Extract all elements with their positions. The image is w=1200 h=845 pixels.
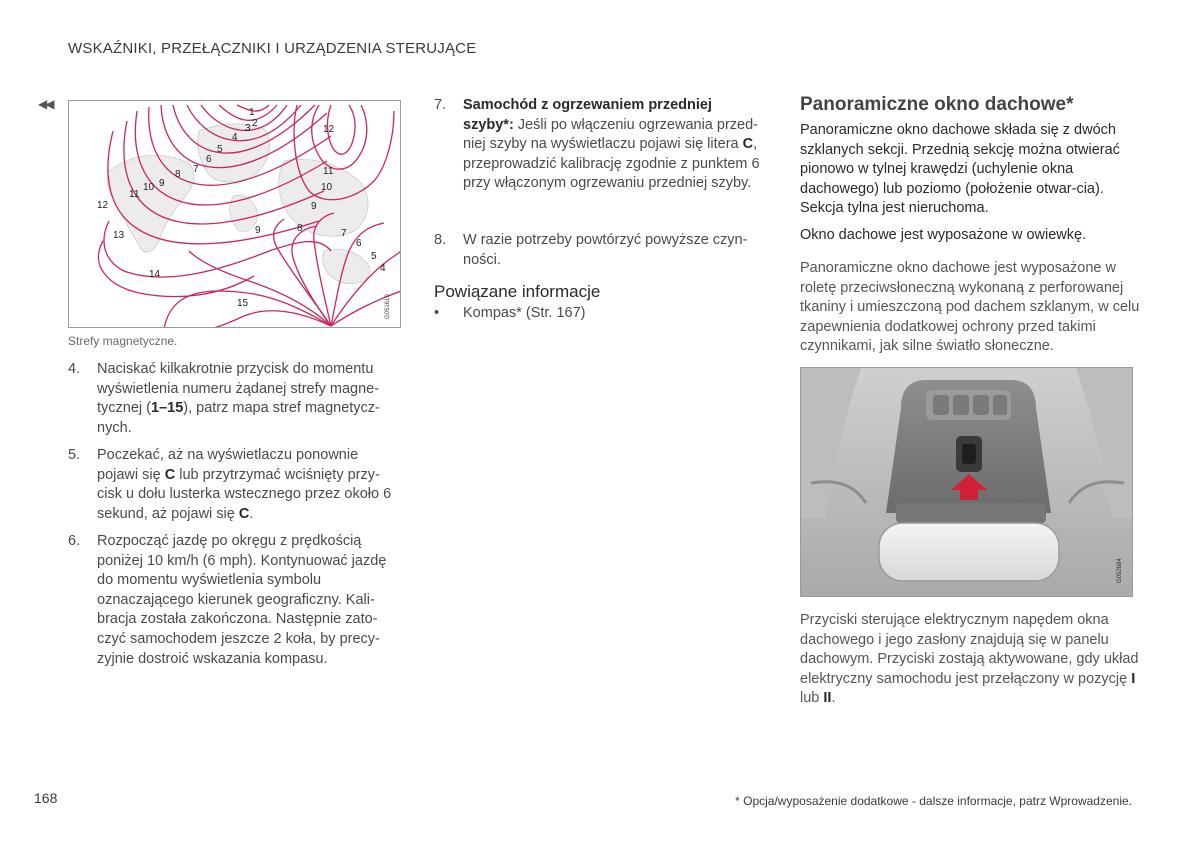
step-text: lub przytrzymać wciśnięty przy-cisk u dołu lusterka wstecznego przez około 6 sekund, aż pojawi się: [97, 466, 392, 522]
zone-range: 1–15: [151, 400, 184, 417]
page-header-title: WSKAŹNIKI, PRZEŁĄCZNIKI I URZĄDZENIA STERUJĄCE: [68, 40, 477, 57]
letter-c: C: [238, 505, 250, 522]
step-number: 4.: [68, 361, 81, 377]
zone-label: 9: [159, 178, 165, 189]
step-text: W razie potrzeby powtórzyć powyższe czyn-ności.: [463, 232, 748, 268]
zone-label: 1: [249, 107, 255, 118]
step-bold-lead: Samochód z ogrzewaniem przedniej szyby*:: [463, 97, 712, 133]
zone-label: 10: [143, 182, 155, 193]
panorama-buttons-text-part: .: [831, 690, 836, 707]
zone-label: 7: [341, 228, 347, 239]
panorama-sunblind: Panoramiczne okno dachowe jest wyposażone w roletę przeciwsłoneczną wykonaną z perforowanej tkaniny i umieszczoną pod dachem szklanym, w celu zapewnienia dodatkowej ochrony przed takimi czynnikami, jak silne światło słoneczne.: [800, 260, 1140, 355]
zone-label: 9: [255, 225, 261, 236]
step-text: Poczekać, aż na wyświetlaczu ponownie pojawi się: [97, 447, 359, 483]
step-number: 6.: [68, 533, 81, 549]
position-i: I: [1131, 670, 1136, 687]
panorama-heading: Panoramiczne okno dachowe*: [800, 94, 1074, 115]
zone-label: 4: [232, 132, 238, 143]
step-number: 7.: [434, 97, 447, 113]
panorama-buttons-text-part: Przyciski sterujące elektrycznym napędem okna dachowego i jego zasłony znajdują się w panelu dachowym. Przyciski zostają aktywowane, gdy układ elektryczny samochodu jest przełączony w pozycję: [800, 612, 1139, 687]
related-link-compass[interactable]: Kompas* (Str. 167): [463, 305, 586, 321]
zone-label: 6: [356, 238, 362, 249]
zone-label: 5: [217, 144, 223, 155]
step-5: [68, 446, 398, 524]
zone-label: 15: [237, 298, 249, 309]
zone-label: 9: [311, 201, 317, 212]
magnetic-zones-map: [68, 100, 401, 328]
zone-label: 2: [252, 118, 258, 129]
magnetic-zones-map-svg: [69, 101, 401, 328]
letter-c: C: [742, 136, 754, 153]
zone-label: 4: [380, 263, 386, 274]
zone-label: 11: [323, 166, 334, 177]
zone-label: 7: [193, 164, 199, 175]
zone-label: 8: [297, 223, 303, 234]
back-arrows-icon[interactable]: ◀◀: [38, 97, 53, 111]
step-text: .: [249, 505, 254, 522]
zone-label: 12: [97, 200, 109, 211]
step-text: , przeprowadzić kalibrację zgodnie z punktem 6 przy włączonym ogrzewaniu przedniej szyby.: [463, 136, 760, 192]
photo-code: G052684: [1117, 558, 1123, 583]
related-info-item[interactable]: [434, 304, 586, 324]
panorama-deflector: Okno dachowe jest wyposażone w owiewkę.: [800, 227, 1087, 243]
zone-label: 5: [371, 251, 377, 262]
zone-label: 13: [113, 230, 125, 241]
panorama-intro: Panoramiczne okno dachowe składa się z dwóch szklanych sekcji. Przednią sekcję można otwierać pionowo w tylnej krawędzi (uchylenie okna dachowego) lub poziomo (położenie otwar-cia). Sekcja tylna jest nieruchoma.: [800, 122, 1120, 217]
map-caption: Strefy magnetyczne.: [68, 334, 178, 348]
zone-label: 11: [129, 189, 140, 200]
map-code: G051610: [385, 294, 391, 319]
panorama-buttons-text-part: lub: [800, 690, 824, 707]
step-6: [68, 532, 398, 669]
step-text: Naciskać kilkakrotnie przycisk do momentu wyświetlenia numeru żądanej strefy magne-tycznej (: [97, 361, 380, 417]
position-ii: II: [823, 690, 832, 707]
zone-label: 6: [206, 154, 212, 165]
zone-label: 14: [149, 269, 161, 280]
letter-c: C: [164, 466, 176, 483]
step-text: ), patrz mapa stref magnetycz-nych.: [97, 400, 380, 436]
step-7: [434, 96, 764, 194]
page-number: 168: [34, 790, 58, 806]
panorama-buttons-text: [800, 611, 1140, 709]
related-info-heading: Powiązane informacje: [434, 282, 601, 301]
step-text: Jeśli po włączeniu ogrzewania przed-niej szyby na wyświetlaczu pojawi się litera: [463, 116, 758, 153]
roof-panel-photo-svg: [801, 368, 1133, 597]
zone-label: 10: [321, 182, 333, 193]
step-4: [68, 360, 398, 438]
step-text: Rozpocząć jazdę po okręgu z prędkością poniżej 10 km/h (6 mph). Kontynuować jazdę do momentu wyświetlenia symbolu oznaczającego kierunek geograficzny. Kali-bracja została zakończona. Następnie zato-czyć samochodem jeszcze 2 koła, by precy-zyjnie dostroić wskazania kompasu.: [97, 533, 387, 667]
zone-label: 3: [245, 123, 251, 134]
step-number: 5.: [68, 447, 81, 463]
bullet-icon: •: [434, 305, 440, 321]
roof-panel-photo: [800, 367, 1133, 597]
step-8: [434, 231, 764, 270]
zone-label: 8: [175, 169, 181, 180]
zone-label: 12: [323, 124, 335, 135]
step-number: 8.: [434, 232, 447, 248]
footnote: * Opcja/wyposażenie dodatkowe - dalsze informacje, patrz Wprowadzenie.: [735, 794, 1132, 808]
